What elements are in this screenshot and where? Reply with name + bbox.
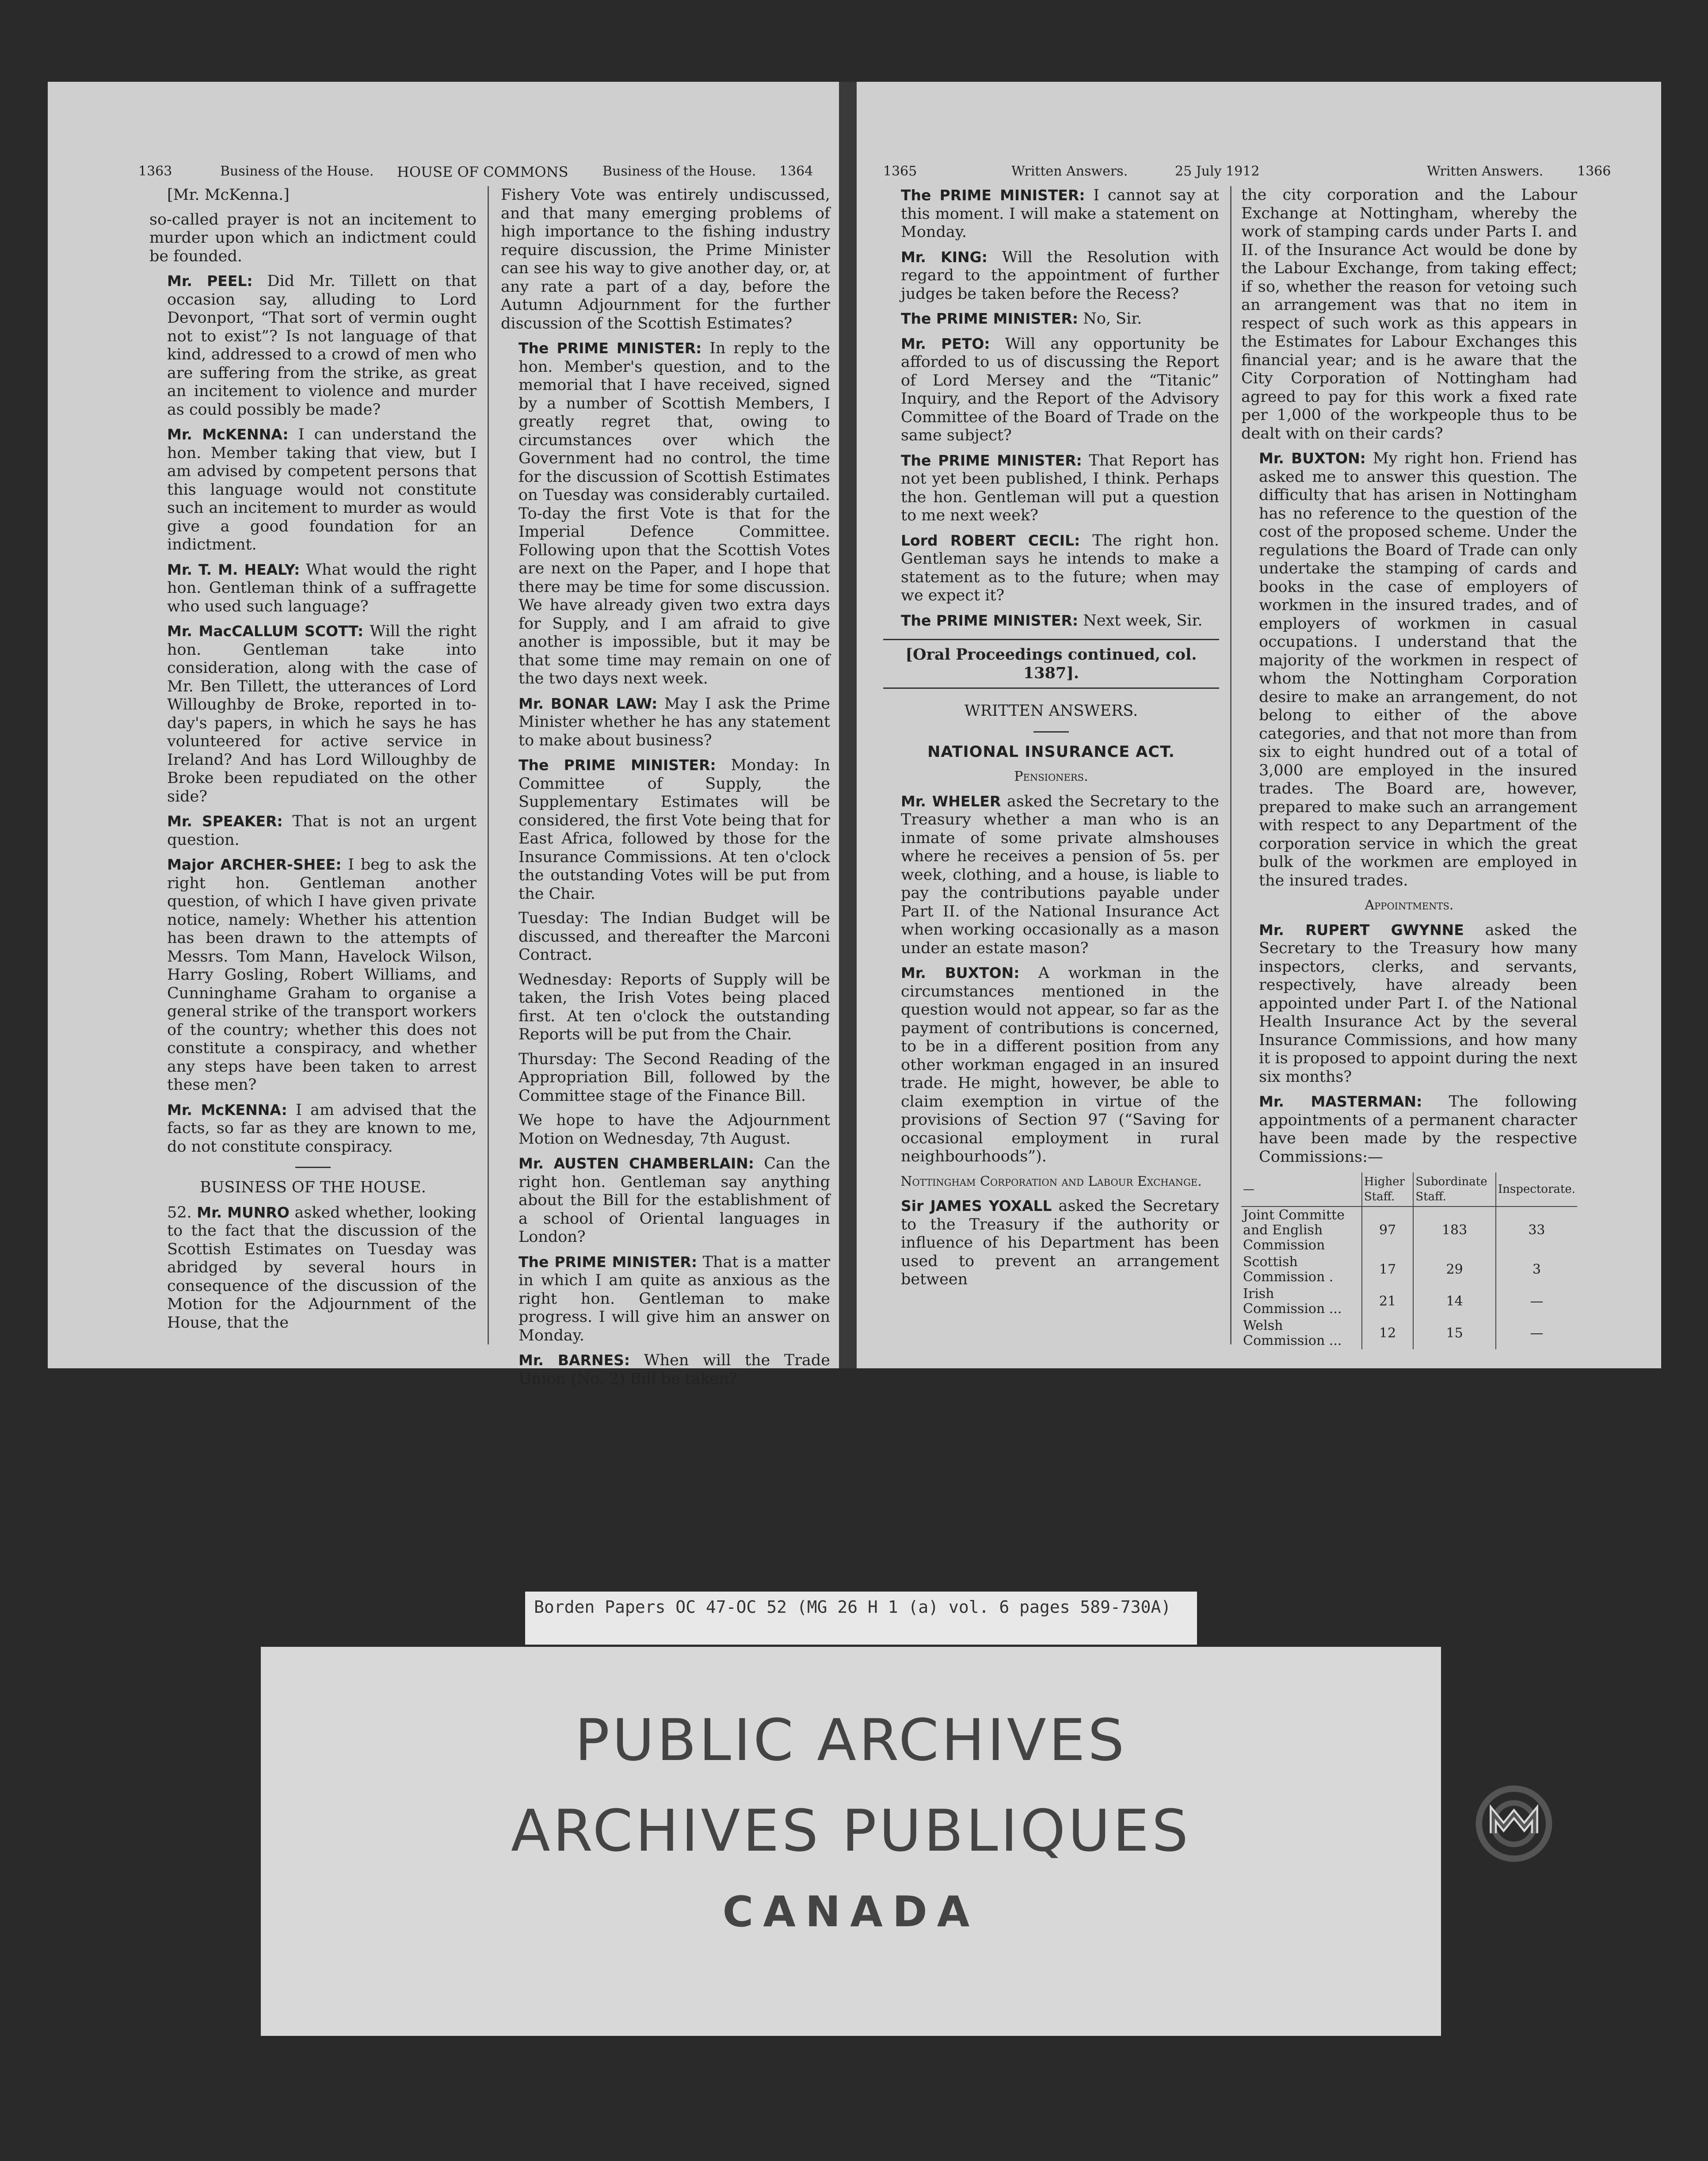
speaker: The PRIME MINISTER:	[901, 310, 1079, 327]
speaker: Mr. BONAR LAW:	[518, 695, 658, 712]
section-heading: NATIONAL INSURANCE ACT.	[927, 743, 1175, 761]
paragraph: Lord ROBERT CECIL: The right hon. Gentleman says he intends to make a statement as to the future; when may we expect it?	[901, 531, 1219, 604]
header-col4-title: Written Answers.	[1427, 164, 1544, 179]
speaker: Mr. PEEL:	[167, 272, 253, 290]
paragraph: Mr. WHELER asked the Secretary to the Treasury whether a man who is an inmate of some private almshouses where he receives a pension of 5s. per week, clothing, and a house, is liable to pay the contributions payable under Part II. of the National Insurance Act when working occasionally as a mason under an estate mason?	[901, 792, 1219, 957]
column-1	[149, 186, 477, 1344]
paragraph: Mr. PETO: Will any opportunity be afforded to us of discussing the Report of Lord Mersey and the “Titanic” Inquiry, and the Report of the Advisory Committee of the Board of Trade on the same subject?	[901, 335, 1220, 444]
table-cell: —	[1496, 1317, 1577, 1349]
header-col3-num: 1365	[883, 164, 917, 179]
speaker: Mr. PETO:	[901, 335, 990, 352]
table-cell: Welsh Commission ...	[1243, 1318, 1342, 1348]
document-spread	[48, 82, 1661, 1388]
header-date: 25 July 1912	[1175, 164, 1260, 179]
book-gutter	[839, 82, 857, 1368]
speaker: The PRIME MINISTER:	[518, 1253, 698, 1271]
column-3	[883, 186, 1219, 1344]
subsection-heading: Nottingham Corporation and Labour Exchange.	[900, 1173, 1202, 1189]
table-cell: Scottish Commission .	[1243, 1254, 1334, 1285]
speaker: The PRIME MINISTER:	[518, 756, 716, 774]
table-cell: 183	[1413, 1206, 1496, 1254]
paragraph: Mr. AUSTEN CHAMBERLAIN: Can the right hon. Gentleman say anything about the Bill for the establishment of a school of Oriental languages in London?	[518, 1155, 830, 1246]
paragraph: Thursday: The Second Reading of the Appropriation Bill, followed by the Committee stage of the Finance Bill.	[518, 1050, 830, 1105]
section-rule	[1033, 731, 1069, 733]
speaker: The PRIME MINISTER:	[901, 611, 1079, 629]
table-cell: Irish Commission ...	[1243, 1286, 1342, 1317]
subsection-heading: Appointments.	[1365, 897, 1454, 913]
right-page	[857, 82, 1661, 1368]
table-cell: 17	[1362, 1254, 1413, 1286]
speaker: Mr. MacCALLUM SCOTT:	[167, 622, 364, 640]
column-divider	[1230, 186, 1231, 1344]
paragraph: The PRIME MINISTER: I cannot say at this moment. I will make a statement on Monday.	[901, 187, 1219, 241]
speaker: The PRIME MINISTER:	[518, 340, 702, 357]
speaker: Mr. MUNRO	[197, 1203, 290, 1221]
table-row	[1241, 1286, 1577, 1317]
table-cell: —	[1496, 1286, 1577, 1317]
speaker: Mr. McKENNA:	[167, 426, 289, 443]
paragraph: Mr. McKENNA: I can understand the hon. Member taking that view, but I am advised by competent persons that this language would not constitute such an incitement to murder as would give a good foundation for an indictment.	[167, 426, 477, 554]
paragraph: 52. Mr. MUNRO asked whether, looking to the fact that the discussion of the Scottish Estimates on Tuesday was abridged by several hours in consequence of the discussion of the Motion for the Adjournment of the House, that the	[167, 1203, 477, 1332]
speaker: The PRIME MINISTER:	[901, 187, 1085, 204]
paragraph: The PRIME MINISTER: Next week, Sir.	[901, 611, 1203, 630]
speaker: The PRIME MINISTER:	[901, 451, 1082, 469]
table-cell: 21	[1362, 1286, 1413, 1317]
table-cell: 12	[1362, 1317, 1413, 1349]
table-cell: 97	[1362, 1206, 1413, 1254]
header-col2-num: 1364	[779, 164, 813, 179]
paragraph: Tuesday: The Indian Budget will be discussed, and thereafter the Marconi Contract.	[518, 909, 830, 964]
paragraph: Wednesday: Reports of Supply will be taken, the Irish Votes being placed first. At ten o'clock the outstanding Reports will be put from the Chair.	[518, 970, 830, 1043]
speaker: Sir JAMES YOXALL	[901, 1197, 1052, 1214]
paragraph: Mr. McKENNA: I am advised that the facts, so far as they are known to me, do not constitute conspiracy.	[167, 1101, 477, 1156]
table-cell: 14	[1413, 1286, 1496, 1317]
paragraph: The PRIME MINISTER: Monday: In Committee of Supply, the Supplementary Estimates will be considered, the first Vote being that for East Africa, followed by those for the Insurance Commissions. At ten o'clock the outstanding Votes will be put from the Chair.	[518, 756, 831, 903]
header-center: HOUSE OF COMMONS	[397, 164, 568, 180]
archives-canada-logo-icon	[1474, 1784, 1554, 1863]
table-cell: 15	[1413, 1317, 1496, 1349]
table-cell: Joint Committe and English Commission	[1243, 1207, 1345, 1253]
speaker: Lord ROBERT CECIL:	[901, 531, 1080, 549]
paragraph: Mr. BUXTON: My right hon. Friend has asked me to answer this question. The difficulty that has arisen in Nottingham has no reference to the question of the cost of the proposed scheme. Under the regulations the Board of Trade can only undertake the stamping of cards and books in the case of employers of workmen in the insured trades, and of employers of workmen in casual occupations. I understand that the majority of the workmen in respect of whom the Nottingham Corporation desire to make an arrangement, do not belong to either of the above categories, and that not more than from six to eight hundred out of a total of 3,000 are employed in the insured trades. The Board are, however, prepared to make such an arrangement with respect to any Department of the corporation service in which the great bulk of the workmen are employed in the insured trades.	[1259, 450, 1577, 890]
archive-card-line-1: PUBLIC ARCHIVES	[575, 1707, 1127, 1774]
paragraph: We hope to have the Adjournment Motion on Wednesday, 7th August.	[518, 1111, 830, 1148]
archive-card-line-3: CANADA	[722, 1888, 980, 1936]
paragraph: Mr. MASTERMAN: The following appointments of a permanent character have been made by the respective Commissions:—	[1259, 1093, 1577, 1166]
table-row	[1241, 1254, 1577, 1286]
table-header: Inspectorate.	[1496, 1172, 1577, 1206]
speaker: Mr. T. M. HEALY:	[167, 561, 300, 578]
paragraph: Mr. T. M. HEALY: What would the right hon. Gentleman think of a suffragette who used such language?	[167, 561, 477, 615]
paragraph: Mr. BARNES: When will the Trade Union (No. 2) Bill be taken?	[518, 1352, 830, 1388]
paragraph: Mr. BUXTON: A workman in the circumstances mentioned in the question would not appear, so far as the payment of contributions is concerned, to be in a different position from any other workman engaged in an insured trade. He might, however, be able to claim exemption in virtue of the provisions of Section 97 (“Saving for occasional employment in rural neighbourhoods”).	[901, 964, 1219, 1165]
paragraph: so-called prayer is not an incitement to murder upon which an indictment could be founded.	[149, 210, 477, 265]
speaker: Mr. RUPERT GWYNNE	[1259, 921, 1464, 939]
paragraph: Major ARCHER-SHEE: I beg to ask the right hon. Gentleman another question, of which I have given private notice, namely: Whether his attention has been drawn to the attempts of Messrs. Tom Mann, Havelock Wilson, Harry Gosling, Robert Williams, and Cunninghame Graham to organise a general strike of the transport workers of the country; whether this does not constitute a conspiracy, and whether any steps have been taken to arrest these men?	[167, 856, 477, 1094]
paragraph: Mr. PEEL: Did Mr. Tillett on that occasion say, alluding to Lord Devonport, “That sort of vermin ought not to exist”? Is not language of that kind, addressed to a crowd of men who are suffering from the strike, as great an incitement to violence and murder as could possibly be made?	[167, 272, 477, 419]
table-header: Higher Staff.	[1362, 1172, 1413, 1206]
speaker: Major ARCHER-SHEE:	[167, 856, 342, 873]
section-heading: BUSINESS OF THE HOUSE.	[200, 1179, 426, 1196]
paragraph: Mr. RUPERT GWYNNE asked the Secretary to the Treasury how many inspectors, clerks, and servants, respectively, have already been appointed under Part I. of the National Health Insurance Act by the several Insurance Commissions, and how many it is proposed to appoint during the next six months?	[1259, 921, 1577, 1086]
table-header: Subordinate Staff.	[1413, 1172, 1496, 1206]
paragraph: The PRIME MINISTER: That Report has not yet been published, I think. Perhaps the hon. Gentleman will put a question to me next week?	[901, 451, 1219, 524]
left-page	[48, 82, 839, 1388]
table-cell: 33	[1496, 1206, 1577, 1254]
paragraph: the city corporation and the Labour Exchange at Nottingham, whereby the work of stamping cards under Parts I. and II. of the Insurance Act would be done by the Labour Exchange, from taking effect; if so, whether the reason for vetoing such an arrangement was that no item in respect of such work as this appears in the Estimates for Labour Exchanges this financial year; and is he aware that the City Corporation of Nottingham had agreed to pay for this work a fixed rate per 1,000 of the workpeople thus to be dealt with on their cards?	[1241, 186, 1577, 443]
column-2	[501, 186, 831, 1388]
table-cell: 3	[1496, 1254, 1577, 1286]
paragraph: Mr. MacCALLUM SCOTT: Will the right hon. Gentleman take into consideration, along with the case of Mr. Ben Tillett, the utterances of Lord Willoughby de Broke, reported in to-day's papers, in which he says he has volunteered for active service in Ireland? And has Lord Willoughby de Broke been repudiated on the other side?	[167, 622, 477, 806]
section-rule	[295, 1167, 331, 1168]
table-header-row	[1241, 1172, 1577, 1206]
archive-card	[261, 1647, 1441, 2036]
header-col4-num: 1366	[1577, 164, 1611, 179]
table-cell: 29	[1413, 1254, 1496, 1286]
paragraph: Fishery Vote was entirely undiscussed, and that many emerging problems of high importance to the fishing industry require discussion, the Prime Minister can see his way to give another day, or, at any rate a part of a day, before the Autumn Adjournment for the further discussion of the Scottish Estimates?	[501, 186, 830, 332]
speaker: Mr. WHELER	[901, 792, 1001, 810]
subsection-heading: Pensioners.	[1014, 769, 1088, 784]
header-col3-title: Written Answers.	[1011, 164, 1128, 179]
speaker-note: [Mr. McKenna.]	[167, 186, 290, 204]
speaker: Mr. BUXTON:	[1259, 450, 1366, 467]
column-divider	[488, 186, 489, 1344]
archive-reference-label: Borden Papers OC 47-OC 52 (MG 26 H 1 (a) vol. 6 pages 589-730A)	[525, 1592, 1197, 1645]
speaker: Mr. McKENNA:	[167, 1101, 287, 1119]
archive-card-line-2: ARCHIVES PUBLIQUES	[511, 1797, 1191, 1864]
column-4	[1241, 186, 1577, 1348]
speaker: Mr. MASTERMAN:	[1259, 1093, 1422, 1110]
table-row	[1241, 1206, 1577, 1254]
header-col2-title: Business of the House.	[602, 164, 756, 179]
paragraph: The PRIME MINISTER: In reply to the hon. Member's question, and to the memorial that I have received, signed by a number of Scottish Members, I greatly regret that, owing to circumstances over which the Government had no control, the time for the discussion of Scottish Estimates on Tuesday was considerably curtailed. To-day the first Vote is that for the Imperial Defence Committee. Following upon that the Scottish Votes are next on the Paper, and I hope that there may be time for some discussion. We have already given two extra days for Supply, and I am afraid to give another is impossible, but it may be that some time may remain on one of the two days next week.	[518, 340, 830, 687]
speaker: Mr. BUXTON:	[901, 964, 1020, 981]
written-answers-heading: WRITTEN ANSWERS.	[964, 702, 1138, 720]
table-row	[1241, 1317, 1577, 1349]
header-col1-title: Business of the House.	[220, 164, 374, 179]
speaker: Mr. KING:	[901, 248, 987, 266]
table-header: —	[1241, 1172, 1362, 1206]
paragraph: Mr. SPEAKER: That is not an urgent question.	[167, 813, 477, 849]
paragraph: Mr. KING: Will the Resolution with regard to the appointment of further judges be taken before the Recess?	[901, 248, 1219, 303]
proceedings-note: [Oral Proceedings continued, col. 1387].	[883, 639, 1219, 689]
paragraph: Mr. BONAR LAW: May I ask the Prime Minister whether he has any statement to make about business?	[518, 695, 830, 749]
paragraph: The PRIME MINISTER: That is a matter in which I am quite as anxious as the right hon. Gentleman to make progress. I will give him an answer on Monday.	[518, 1253, 830, 1344]
speaker: Mr. AUSTEN CHAMBERLAIN:	[518, 1155, 754, 1172]
speaker: Mr. SPEAKER:	[167, 813, 283, 830]
speaker: Mr. BARNES:	[518, 1352, 630, 1369]
appointments-table	[1241, 1172, 1577, 1349]
header-col1-num: 1363	[138, 164, 172, 179]
paragraph: The PRIME MINISTER: No, Sir.	[901, 310, 1142, 328]
paragraph: Sir JAMES YOXALL asked the Secretary to the Treasury if the authority or influence of his Department has been used to prevent an arrangement between	[901, 1197, 1219, 1288]
